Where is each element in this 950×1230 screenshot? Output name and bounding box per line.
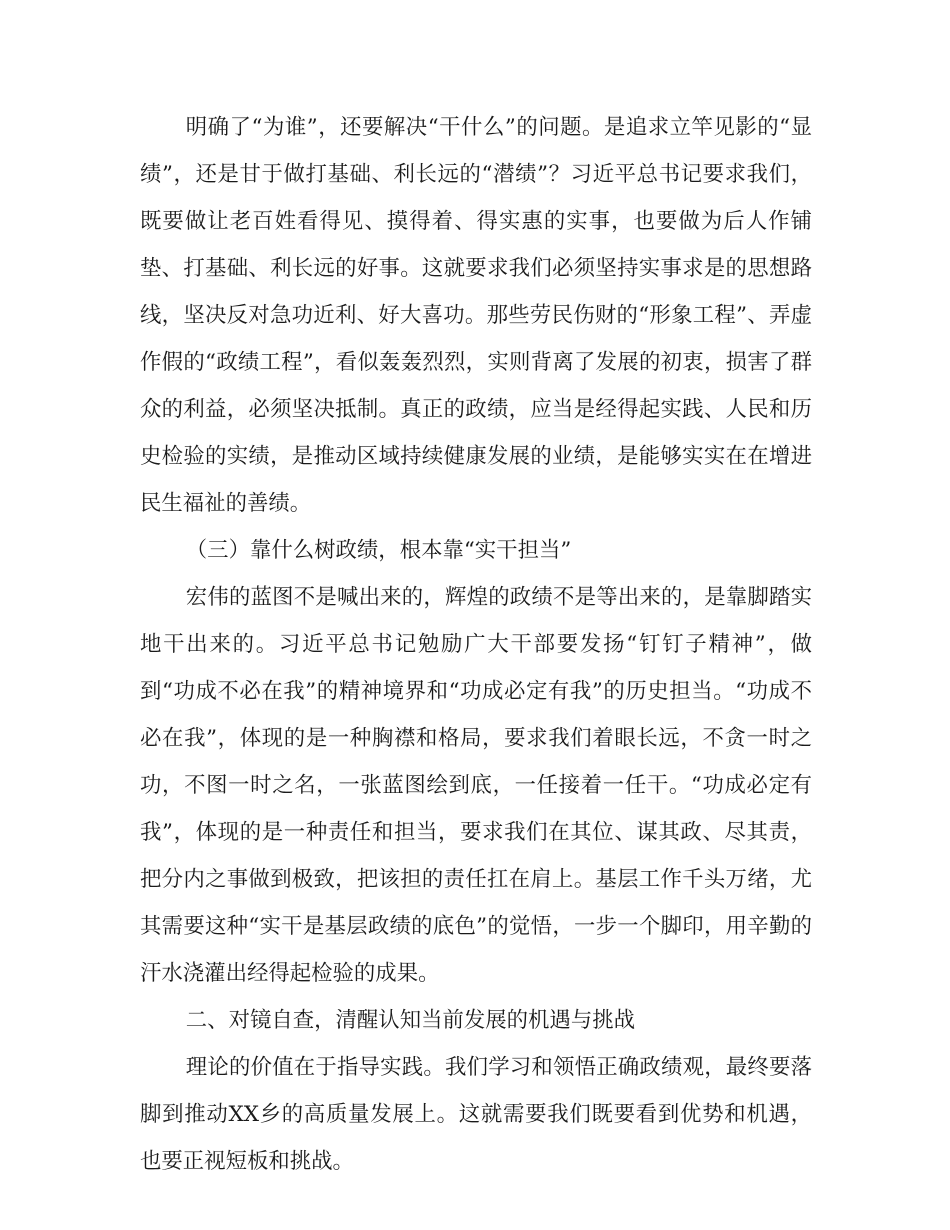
- body-paragraph: 明确了“为谁”，还要解决“干什么”的问题。是追求立竿见影的“显绩”，还是甘于做打基础、利长远的“潜绩”？习近平总书记要求我们，既要做让老百姓看得见、摸得着、得实惠的实事，也要做为后人作铺垫、打基础、利长远的好事。这就要求我们必须坚持实事求是的思想路线，坚决反对急功近利、好大喜功。那些劳民伤财的“形象工程”、弄虚作假的“政绩工程”，看似轰轰烈烈，实则背离了发展的初衷，损害了群众的利益，必须坚决抵制。真正的政绩，应当是经得起实践、人民和历史检验的实绩，是推动区域持续健康发展的业绩，是能够实实在在增进民生福祉的善绩。: [140, 115, 812, 516]
- body-paragraph: 宏伟的蓝图不是喊出来的，辉煌的政绩不是等出来的，是靠脚踏实地干出来的。习近平总书记勉励广大干部要发扬“钉钉子精神”，做到“功成不必在我”的精神境界和“功成必定有我”的历史担当。“功成不必在我”，体现的是一种胸襟和格局，要求我们着眼长远，不贪一时之功，不图一时之名，一张蓝图绘到底，一任接着一任干。“功成必定有我”，体现的是一种责任和担当，要求我们在其位、谋其政、尽其责，把分内之事做到极致，把该担的责任扛在肩上。基层工作千头万绪，尤其需要这种“实干是基层政绩的底色”的觉悟，一步一个脚印，用辛勤的汗水浇灌出经得起检验的成果。: [140, 585, 812, 986]
- body-paragraph: 理论的价值在于指导实践。我们学习和领悟正确政绩观，最终要落脚到推动XX乡的高质量发展上。这就需要我们既要看到优势和机遇，也要正视短板和挑战。: [140, 1055, 812, 1174]
- section-heading: 二、对镜自查，清醒认知当前发展的机遇与挑战: [185, 1008, 635, 1033]
- section-heading: （三）靠什么树政绩，根本靠“实干担当”: [185, 538, 572, 563]
- document-body: [140, 104, 812, 1185]
